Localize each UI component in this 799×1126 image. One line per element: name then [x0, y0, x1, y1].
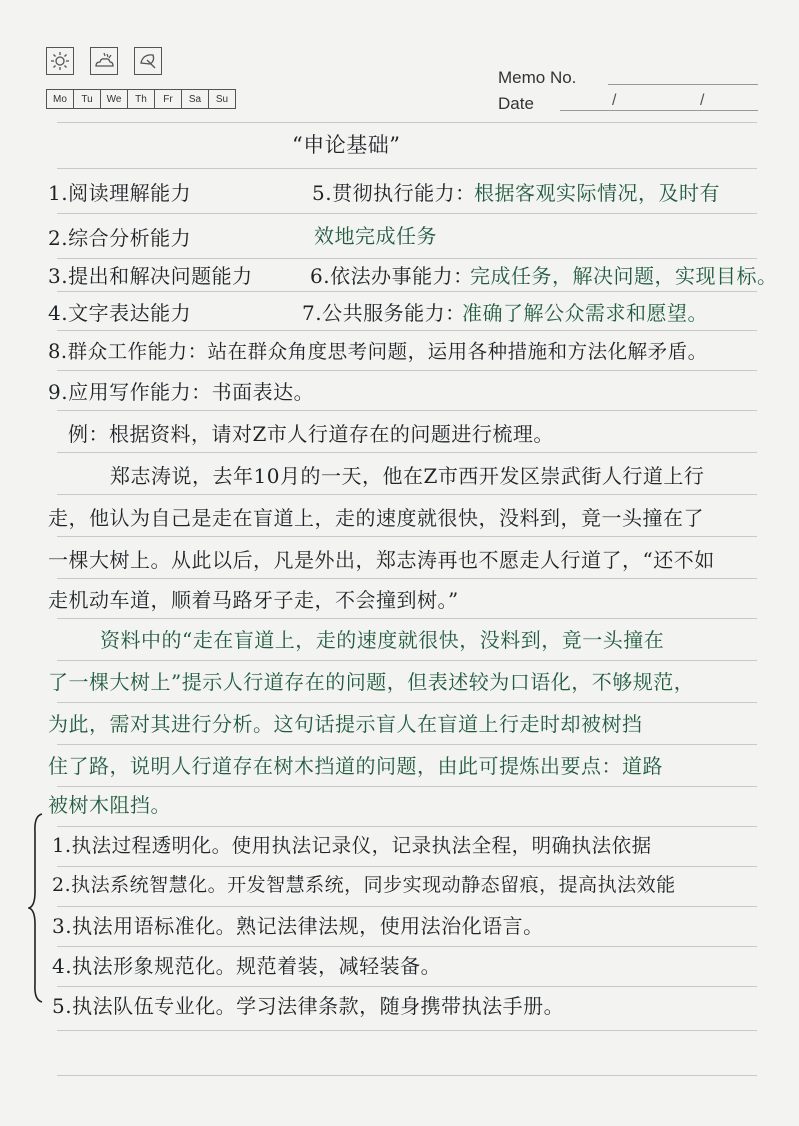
ruled-line [57, 168, 757, 169]
ability-item-4: 4.文字表达能力 [48, 301, 192, 325]
ruled-line [57, 410, 757, 411]
ruled-line [57, 866, 757, 867]
ruled-line [57, 786, 757, 787]
weekday-selector [46, 89, 236, 109]
partly-cloudy-icon [90, 47, 118, 75]
ruled-line [57, 370, 757, 371]
ruled-line [57, 946, 757, 947]
ruled-line [57, 122, 757, 123]
ability-item-7-desc: 准确了解公众需求和愿望。 [462, 301, 708, 325]
date-line [560, 110, 758, 111]
ruled-line [57, 826, 757, 827]
point-item-3: 3.执法用语标准化。熟记法律法规，使用法治化语言。 [52, 914, 544, 938]
ability-item-5-label: 5.贯彻执行能力： [312, 181, 476, 205]
ruled-line [57, 1030, 757, 1031]
ability-item-6-desc: 完成任务，解决问题，实现目标。 [470, 264, 778, 288]
ruled-line [57, 1075, 757, 1076]
analysis-text-line: 了一棵大树上”提示人行道存在的问题，但表述较为口语化，不够规范， [48, 670, 695, 694]
ruled-line [57, 702, 757, 703]
example-text-line: 一棵大树上。从此以后，凡是外出，郑志涛再也不愿走人行道了，“还不如 [48, 548, 715, 572]
weekday-tu: Tu [74, 90, 101, 108]
curly-brace-icon [28, 812, 44, 1004]
weather-icons [46, 47, 162, 75]
ability-item-5-desc: 根据客观实际情况，及时有 [474, 181, 720, 205]
ability-item-9: 9.应用写作能力：书面表达。 [48, 380, 315, 404]
ability-item-7-label: 7.公共服务能力： [302, 301, 466, 325]
example-text-line: 郑志涛说，去年10月的一天，他在Z市西开发区崇武街人行道上行 [110, 464, 705, 488]
ability-item-8: 8.群众工作能力：站在群众角度思考问题，运用各种措施和方法化解矛盾。 [48, 340, 708, 363]
analysis-text-line: 资料中的“走在盲道上，走的速度就很快，没料到，竟一头撞在 [100, 628, 665, 652]
ability-item-6-label: 6.依法办事能力： [310, 264, 474, 288]
ability-item-1: 1.阅读理解能力 [48, 181, 192, 205]
ruled-line [57, 536, 757, 537]
ruled-line [57, 578, 757, 579]
sun-icon [46, 47, 74, 75]
umbrella-icon [134, 47, 162, 75]
ruled-line [57, 618, 757, 619]
ability-item-3: 3.提出和解决问题能力 [48, 264, 253, 288]
ruled-line [57, 258, 757, 259]
example-text-line: 走，他认为自己是走在盲道上，走的速度就很快，没料到，竟一头撞在了 [48, 506, 704, 530]
analysis-text-line: 为此，需对其进行分析。这句话提示盲人在盲道上行走时却被树挡 [48, 712, 643, 736]
ruled-line [57, 660, 757, 661]
point-item-4: 4.执法形象规范化。规范着装，减轻装备。 [52, 954, 442, 978]
point-item-2: 2.执法系统智慧化。开发智慧系统，同步实现动静态留痕，提高执法效能 [52, 874, 676, 896]
analysis-text-line: 住了路，说明人行道存在树木挡道的问题，由此可提炼出要点：道路 [48, 754, 663, 778]
ruled-line [57, 452, 757, 453]
memo-number-label: Memo No. [498, 68, 577, 87]
example-prompt: 例：根据资料，请对Z市人行道存在的问题进行梳理。 [68, 422, 554, 446]
ruled-line [57, 494, 757, 495]
weekday-mo: Mo [47, 90, 74, 108]
ability-item-2: 2.综合分析能力 [48, 226, 192, 250]
point-item-1: 1.执法过程透明化。使用执法记录仪，记录执法全程，明确执法依据 [52, 834, 652, 857]
example-text-line: 走机动车道，顺着马路牙子走，不会撞到树。” [48, 588, 459, 612]
ruled-line [57, 213, 757, 214]
ruled-line [57, 330, 757, 331]
analysis-text-line: 被树木阻挡。 [48, 793, 171, 817]
date-separator: / [700, 92, 705, 109]
ruled-line [57, 291, 757, 292]
memo-number-line [608, 84, 758, 85]
date-separator: / [612, 92, 617, 109]
point-item-5: 5.执法队伍专业化。学习法律条款，随身携带执法手册。 [52, 994, 565, 1018]
weekday-fr: Fr [155, 90, 182, 108]
ruled-line [57, 744, 757, 745]
weekday-we: We [101, 90, 128, 108]
date-label: Date [498, 94, 534, 113]
ruled-line [57, 986, 757, 987]
note-title: “申论基础” [292, 133, 401, 157]
weekday-sa: Sa [182, 90, 209, 108]
ruled-line [57, 906, 757, 907]
weekday-th: Th [128, 90, 155, 108]
weekday-su: Su [215, 93, 229, 105]
ability-item-5-desc-cont: 效地完成任务 [314, 224, 437, 248]
